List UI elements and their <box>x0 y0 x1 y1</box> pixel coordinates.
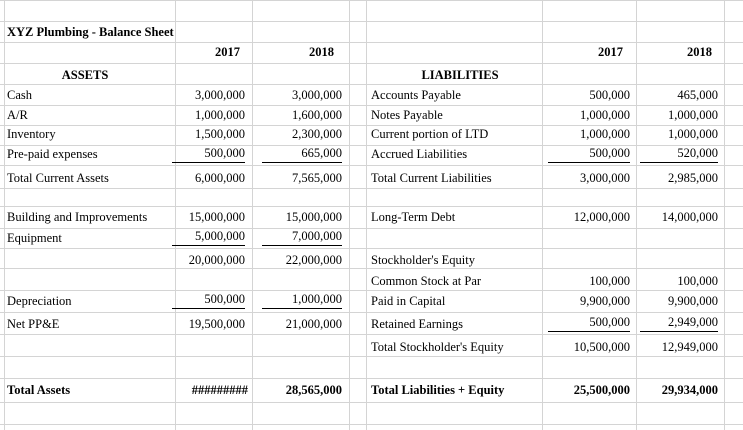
retained-earnings-2018[interactable]: 2,949,000 <box>640 313 718 332</box>
gridline <box>0 402 743 403</box>
equipment-2018[interactable]: 7,000,000 <box>262 227 342 246</box>
gridline <box>0 424 743 425</box>
year-header-assets-2017[interactable]: 2017 <box>215 45 240 59</box>
depreciation-2017[interactable]: 500,000 <box>172 290 245 309</box>
net-ppe-2017[interactable]: 19,500,000 <box>188 317 245 331</box>
gridline <box>542 0 543 430</box>
paid-in-capital-label[interactable]: Paid in Capital <box>371 294 446 308</box>
equipment-label[interactable]: Equipment <box>7 231 62 245</box>
year-header-assets-2018[interactable]: 2018 <box>309 45 334 59</box>
gridline <box>349 0 350 430</box>
subtotal-2018[interactable]: 22,000,000 <box>285 253 342 267</box>
current-ltd-2018[interactable]: 1,000,000 <box>668 127 718 141</box>
total-current-liabilities-2017[interactable]: 3,000,000 <box>580 171 630 185</box>
prepaid-label[interactable]: Pre-paid expenses <box>7 147 98 161</box>
gridline <box>0 0 743 1</box>
notes-payable-2017[interactable]: 1,000,000 <box>580 108 630 122</box>
paid-in-capital-2017[interactable]: 9,900,000 <box>580 294 630 308</box>
total-assets-2018[interactable]: 28,565,000 <box>285 383 342 397</box>
total-equity-2017[interactable]: 10,500,000 <box>573 340 630 354</box>
long-term-debt-2018[interactable]: 14,000,000 <box>661 210 718 224</box>
gridline <box>0 378 743 379</box>
accrued-2017[interactable]: 500,000 <box>548 144 630 163</box>
total-current-assets-label[interactable]: Total Current Assets <box>7 171 109 185</box>
total-liabilities-equity-2018[interactable]: 29,934,000 <box>661 383 718 397</box>
gridline <box>636 0 637 430</box>
gridline <box>0 334 743 335</box>
accounts-payable-2017[interactable]: 500,000 <box>589 88 630 102</box>
cash-2017[interactable]: 3,000,000 <box>195 88 245 102</box>
common-stock-label[interactable]: Common Stock at Par <box>371 274 482 288</box>
total-current-liabilities-2018[interactable]: 2,985,000 <box>668 171 718 185</box>
equity-header[interactable]: Stockholder's Equity <box>371 253 475 267</box>
inventory-label[interactable]: Inventory <box>7 127 56 141</box>
subtotal-2017[interactable]: 20,000,000 <box>188 253 245 267</box>
building-2018[interactable]: 15,000,000 <box>285 210 342 224</box>
prepaid-2018[interactable]: 665,000 <box>262 144 342 163</box>
accounts-payable-2018[interactable]: 465,000 <box>677 88 718 102</box>
ar-2017[interactable]: 1,000,000 <box>195 108 245 122</box>
net-ppe-2018[interactable]: 21,000,000 <box>285 317 342 331</box>
gridline <box>0 312 743 313</box>
building-2017[interactable]: 15,000,000 <box>188 210 245 224</box>
current-ltd-label[interactable]: Current portion of LTD <box>371 127 489 141</box>
net-ppe-label[interactable]: Net PP&E <box>7 317 60 331</box>
total-current-assets-2018[interactable]: 7,565,000 <box>292 171 342 185</box>
year-header-liab-2017[interactable]: 2017 <box>598 45 623 59</box>
total-liabilities-equity-2017[interactable]: 25,500,000 <box>573 383 630 397</box>
gridline <box>724 0 725 430</box>
depreciation-2018[interactable]: 1,000,000 <box>262 290 342 309</box>
gridline <box>0 63 743 64</box>
prepaid-2017[interactable]: 500,000 <box>172 144 245 163</box>
inventory-2017[interactable]: 1,500,000 <box>195 127 245 141</box>
cash-label[interactable]: Cash <box>7 88 32 102</box>
gridline <box>0 188 743 189</box>
total-equity-2018[interactable]: 12,949,000 <box>661 340 718 354</box>
gridline <box>4 0 5 430</box>
common-stock-2018[interactable]: 100,000 <box>677 274 718 288</box>
total-equity-label[interactable]: Total Stockholder's Equity <box>371 340 504 354</box>
depreciation-label[interactable]: Depreciation <box>7 294 72 308</box>
accrued-2018[interactable]: 520,000 <box>640 144 718 163</box>
long-term-debt-label[interactable]: Long-Term Debt <box>371 210 456 224</box>
total-liabilities-equity-label[interactable]: Total Liabilities + Equity <box>371 383 505 397</box>
building-label[interactable]: Building and Improvements <box>7 210 148 224</box>
long-term-debt-2017[interactable]: 12,000,000 <box>573 210 630 224</box>
ar-2018[interactable]: 1,600,000 <box>292 108 342 122</box>
inventory-2018[interactable]: 2,300,000 <box>292 127 342 141</box>
ar-label[interactable]: A/R <box>7 108 28 122</box>
year-header-liab-2018[interactable]: 2018 <box>687 45 712 59</box>
total-assets-2017[interactable]: ######### <box>191 383 248 397</box>
total-current-assets-2017[interactable]: 6,000,000 <box>195 171 245 185</box>
sheet-title[interactable]: XYZ Plumbing - Balance Sheet <box>7 25 174 39</box>
accrued-label[interactable]: Accrued Liabilities <box>371 147 468 161</box>
gridline <box>252 0 253 430</box>
gridline <box>0 248 743 249</box>
equipment-2017[interactable]: 5,000,000 <box>172 227 245 246</box>
gridline <box>0 42 743 43</box>
retained-earnings-label[interactable]: Retained Earnings <box>371 317 463 331</box>
notes-payable-2018[interactable]: 1,000,000 <box>668 108 718 122</box>
current-ltd-2017[interactable]: 1,000,000 <box>580 127 630 141</box>
notes-payable-label[interactable]: Notes Payable <box>371 108 443 122</box>
gridline <box>366 0 367 430</box>
total-current-liabilities-label[interactable]: Total Current Liabilities <box>371 171 492 185</box>
liabilities-header[interactable]: LIABILITIES <box>421 68 499 82</box>
retained-earnings-2017[interactable]: 500,000 <box>548 313 630 332</box>
gridline <box>0 165 743 166</box>
total-assets-label[interactable]: Total Assets <box>7 383 71 397</box>
assets-header[interactable]: ASSETS <box>61 68 109 82</box>
accounts-payable-label[interactable]: Accounts Payable <box>371 88 461 102</box>
cash-2018[interactable]: 3,000,000 <box>292 88 342 102</box>
common-stock-2017[interactable]: 100,000 <box>589 274 630 288</box>
paid-in-capital-2018[interactable]: 9,900,000 <box>668 294 718 308</box>
